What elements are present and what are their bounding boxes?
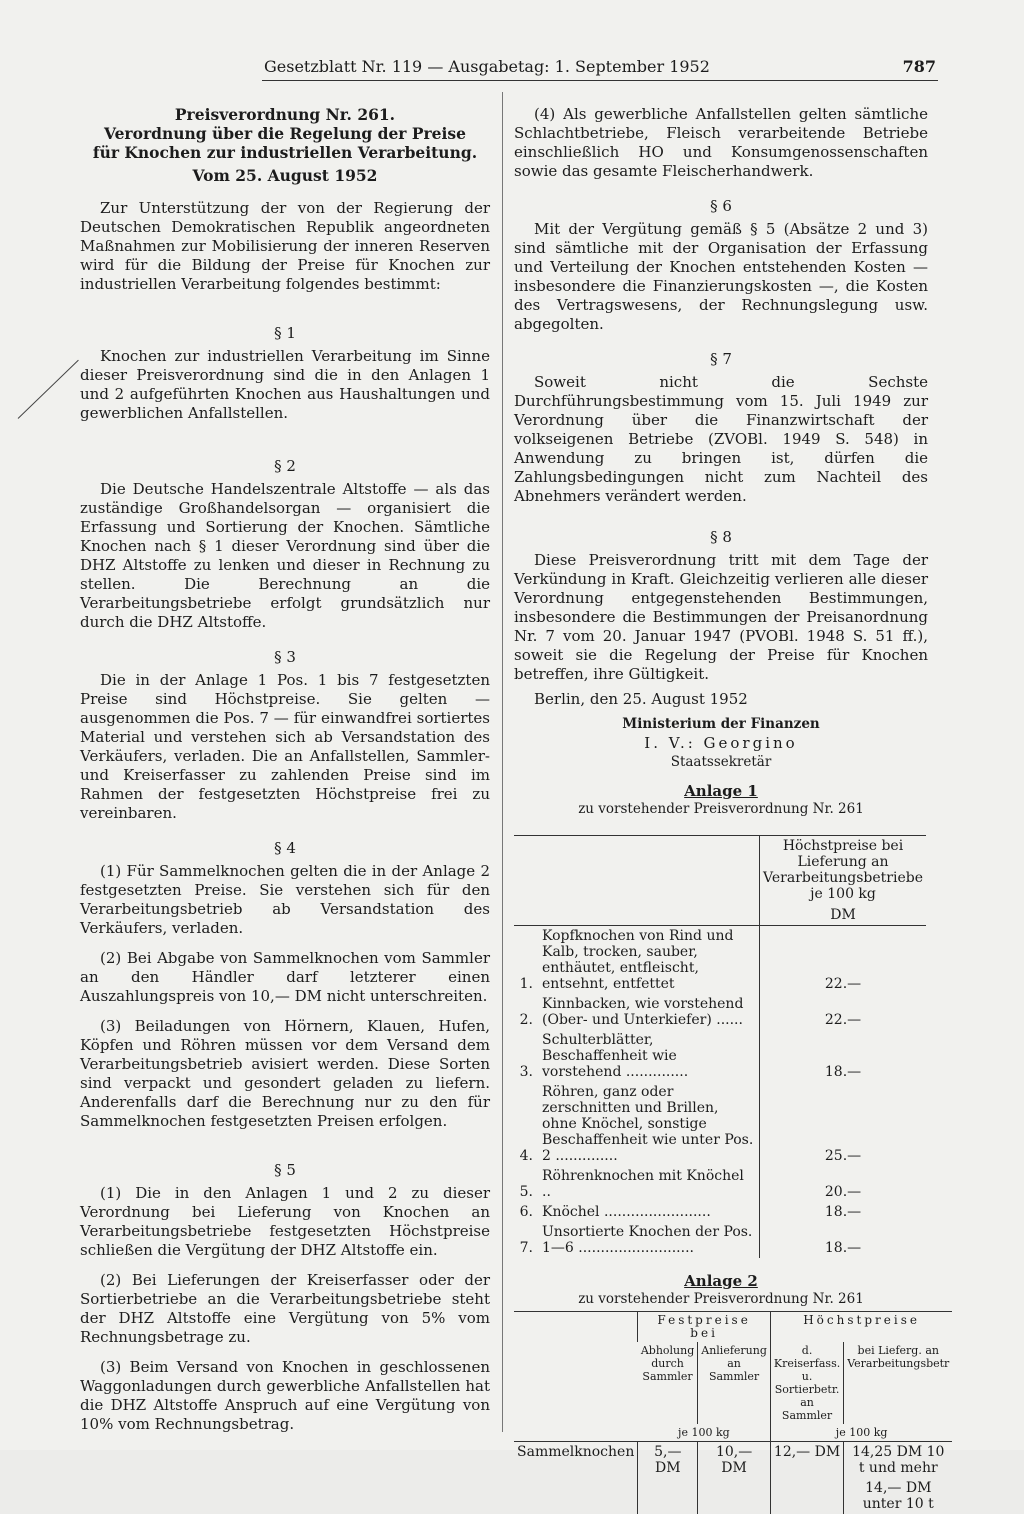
section-7-heading: § 7 bbox=[514, 350, 928, 369]
section-3-heading: § 3 bbox=[80, 648, 490, 667]
anlage-2-title: Anlage 2 bbox=[514, 1272, 928, 1291]
ordinance-title-line-2: für Knochen zur industriellen Verarbeitung. bbox=[80, 143, 490, 162]
table-row: 3. Schulterblätter, Beschaffenheit wie vorstehend .............. 18.— bbox=[514, 1030, 926, 1082]
table-row: 4. Röhren, ganz oder zerschnitten und Brillen, ohne Knöchel, sonstige Beschaffenheit wie unter Pos. 2 .............. 25.— bbox=[514, 1082, 926, 1166]
section-2-text: Die Deutsche Handelszentrale Altstoffe — als das zuständige Großhandelsorgan — organisiert die Erfassung und Sortierung der Knochen. Sämtliche Knochen nach § 1 dieser Verordnung sind über die DHZ Altstoffe zu lenken und dieser in Rechnung zu stellen. Die Berechnung an die Verarbeitungsbetriebe erfolgt grundsätzlich nur durch die DHZ Altstoffe. bbox=[80, 480, 490, 632]
place-date: Berlin, den 25. August 1952 bbox=[514, 690, 928, 709]
left-column bbox=[80, 105, 490, 1434]
anlage-1-table bbox=[514, 835, 926, 1258]
section-4-para-1: (1) Für Sammelknochen gelten die in der Anlage 2 festgesetzten Preise. Sie verstehen sich für den Verarbeitungsbetrieb ab Versandstation des Verkäufers, verladen. bbox=[80, 862, 490, 938]
section-3-text: Die in der Anlage 1 Pos. 1 bis 7 festgesetzten Preise sind Höchstpreise. Sie gelten — ausgenommen die Pos. 7 — für einwandfrei sortiertes Material und verstehen sich ab Versandstation des Verkäufers, verladen. Die an Anfallstellen, Sammler- und Kreiserfasser zu zahlenden Preise sind im Rahmen der festgesetzten Höchstpreise frei zu vereinbaren. bbox=[80, 671, 490, 823]
section-4-heading: § 4 bbox=[80, 839, 490, 858]
hoechstpreise-header: Höchstpreise bbox=[770, 1312, 952, 1343]
section-5-para-3: (3) Beim Versand von Knochen in geschlossenen Waggonladungen durch gewerbliche Anfallstellen hat die DHZ Altstoffe Anspruch auf eine Vergütung von 10% vom Rechnungsbetrag. bbox=[80, 1358, 490, 1434]
col-anlieferung: Anlieferung an Sammler bbox=[698, 1342, 771, 1424]
row-label: Sammelknochen bbox=[514, 1442, 638, 1514]
pen-mark bbox=[18, 360, 79, 419]
section-4-para-3: (3) Beiladungen von Hörnern, Klauen, Hufen, Köpfen und Röhren müssen vor dem Versand dem Verarbeitungsbetrieb avisiert werden. Diese Sorten sind verpackt und gesondert geladen zu liefern. Anderenfalls darf die Berechnung nur zu den für Sammelknochen festgesetzten Preisen erfolgen. bbox=[80, 1017, 490, 1131]
section-8-heading: § 8 bbox=[514, 528, 928, 547]
section-5-para-4: (4) Als gewerbliche Anfallstellen gelten sämtliche Schlachtbetriebe, Fleisch verarbeitende Betriebe einschließlich HO und Konsumgenossenschaften sowie das gesamte Fleischerhandwerk. bbox=[514, 105, 928, 181]
header-title: Gesetzblatt Nr. 119 — Ausgabetag: 1. September 1952 bbox=[264, 57, 710, 76]
section-4-para-2: (2) Bei Abgabe von Sammelknochen vom Sammler an den Händler darf letzterer einen Auszahlungspreis von 10,— DM nicht unterschreiten. bbox=[80, 949, 490, 1006]
unit-hoechstpreise: je 100 kg bbox=[770, 1424, 952, 1442]
price-under-10t: 14,— DM unter 10 t bbox=[847, 1480, 949, 1512]
col-verarbeitung: bei Lieferg. an Verarbeitungsbetr bbox=[844, 1342, 953, 1424]
table-row: 2. Kinnbacken, wie vorstehend (Ober- und Unterkiefer) ...... 22.— bbox=[514, 994, 926, 1030]
signer-title: Staatssekretär bbox=[514, 753, 928, 772]
table-row: 1. Kopfknochen von Rind und Kalb, trocken, sauber, enthäutet, entfleischt, entsehnt, entfettet 22.— bbox=[514, 926, 926, 995]
section-1-heading: § 1 bbox=[80, 324, 490, 343]
section-2-heading: § 2 bbox=[80, 457, 490, 476]
section-7-text: Soweit nicht die Sechste Durchführungsbestimmung vom 15. Juli 1949 zur Verordnung über die Finanzwirtschaft der volkseigenen Betriebe (ZVOBl. 1949 S. 548) in Anwendung zu bringen ist, dürfen die Zahlungsbedingungen nicht zum Nachteil des Abnehmers verändert werden. bbox=[514, 373, 928, 506]
section-6-heading: § 6 bbox=[514, 197, 928, 216]
table-row: 7. Unsortierte Knochen der Pos. 1—6 .......................... 18.— bbox=[514, 1222, 926, 1258]
table-row: 6. Knöchel ........................ 18.— bbox=[514, 1202, 926, 1222]
anlage-2-subtitle: zu vorstehender Preisverordnung Nr. 261 bbox=[514, 1291, 928, 1307]
section-5-heading: § 5 bbox=[80, 1161, 490, 1180]
page-number: 787 bbox=[903, 57, 936, 76]
ordinance-number: Preisverordnung Nr. 261. bbox=[80, 105, 490, 124]
signer: I. V.: Georgino bbox=[514, 734, 928, 753]
col-abholung: Abholung durch Sammler bbox=[638, 1342, 698, 1424]
anlage-1-title: Anlage 1 bbox=[514, 782, 928, 801]
anlage-1-header-row bbox=[514, 836, 926, 926]
table-row: 5. Röhrenknochen mit Knöchel .. 20.— bbox=[514, 1166, 926, 1202]
anlage-1-subtitle: zu vorstehender Preisverordnung Nr. 261 bbox=[514, 801, 928, 817]
header-rule bbox=[262, 80, 938, 81]
unit-festpreise: je 100 kg bbox=[638, 1424, 771, 1442]
column-divider bbox=[502, 92, 503, 1432]
festpreise-header: Festpreise bei bbox=[638, 1312, 771, 1343]
anlage-2-table bbox=[514, 1311, 952, 1514]
section-1-text: Knochen zur industriellen Verarbeitung im Sinne dieser Preisverordnung sind die in den Anlagen 1 und 2 aufgeführten Knochen aus Haushaltungen und gewerblichen Anfallstellen. bbox=[80, 347, 490, 423]
ordinance-date: Vom 25. August 1952 bbox=[80, 166, 490, 185]
section-6-text: Mit der Vergütung gemäß § 5 (Absätze 2 und 3) sind sämtliche mit der Organisation der Erfassung und Verteilung der Knochen entstehenden Kosten — insbesondere die Finanzierungskosten —, die Kosten des Vertragswesens, der Rechnungslegung usw. abgegolten. bbox=[514, 220, 928, 334]
price-10t-and-more: 14,25 DM 10 t und mehr bbox=[847, 1444, 949, 1476]
ministry: Ministerium der Finanzen bbox=[514, 715, 928, 734]
table-row: Sammelknochen 5,— DM 10,— DM 12,— DM 14,25 DM 10 t und mehr 14,— DM unter 10 t bbox=[514, 1442, 952, 1514]
ordinance-title-line-1: Verordnung über die Regelung der Preise bbox=[80, 124, 490, 143]
section-8-text: Diese Preisverordnung tritt mit dem Tage der Verkündung in Kraft. Gleichzeitig verlieren alle dieser Verordnung entgegenstehenden Bestimmungen, insbesondere die Bestimmungen der Preisanordnung Nr. 7 vom 20. Januar 1947 (PVOBl. 1948 S. 51 ff.), soweit sie die Regelung der Preise für Knochen betreffen, ihre Gültigkeit. bbox=[514, 551, 928, 684]
section-5-para-1: (1) Die in den Anlagen 1 und 2 zu dieser Verordnung bei Lieferung von Knochen an Verarbeitungsbetriebe festgesetzten Höchstpreise schließen die Vergütung der DHZ Altstoffe ein. bbox=[80, 1184, 490, 1260]
right-column bbox=[514, 105, 928, 1514]
preamble: Zur Unterstützung der von der Regierung der Deutschen Demokratischen Republik angeordneten Maßnahmen zur Mobilisierung der inneren Reserven wird für die Bildung der Preise für Knochen zur industriellen Verarbeitung folgendes bestimmt: bbox=[80, 199, 490, 294]
col-kreiserfasser: d. Kreiserfass. u. Sortierbetr. an Sammler bbox=[770, 1342, 843, 1424]
section-5-para-2: (2) Bei Lieferungen der Kreiserfasser oder der Sortierbetriebe an die Verarbeitungsbetriebe steht der DHZ Altstoffe eine Vergütung von 5% vom Rechnungsbetrage zu. bbox=[80, 1271, 490, 1347]
anlage-1-price-header: Höchstpreise bei Lieferung an Verarbeitungsbetriebe je 100 kg DM bbox=[760, 836, 926, 926]
